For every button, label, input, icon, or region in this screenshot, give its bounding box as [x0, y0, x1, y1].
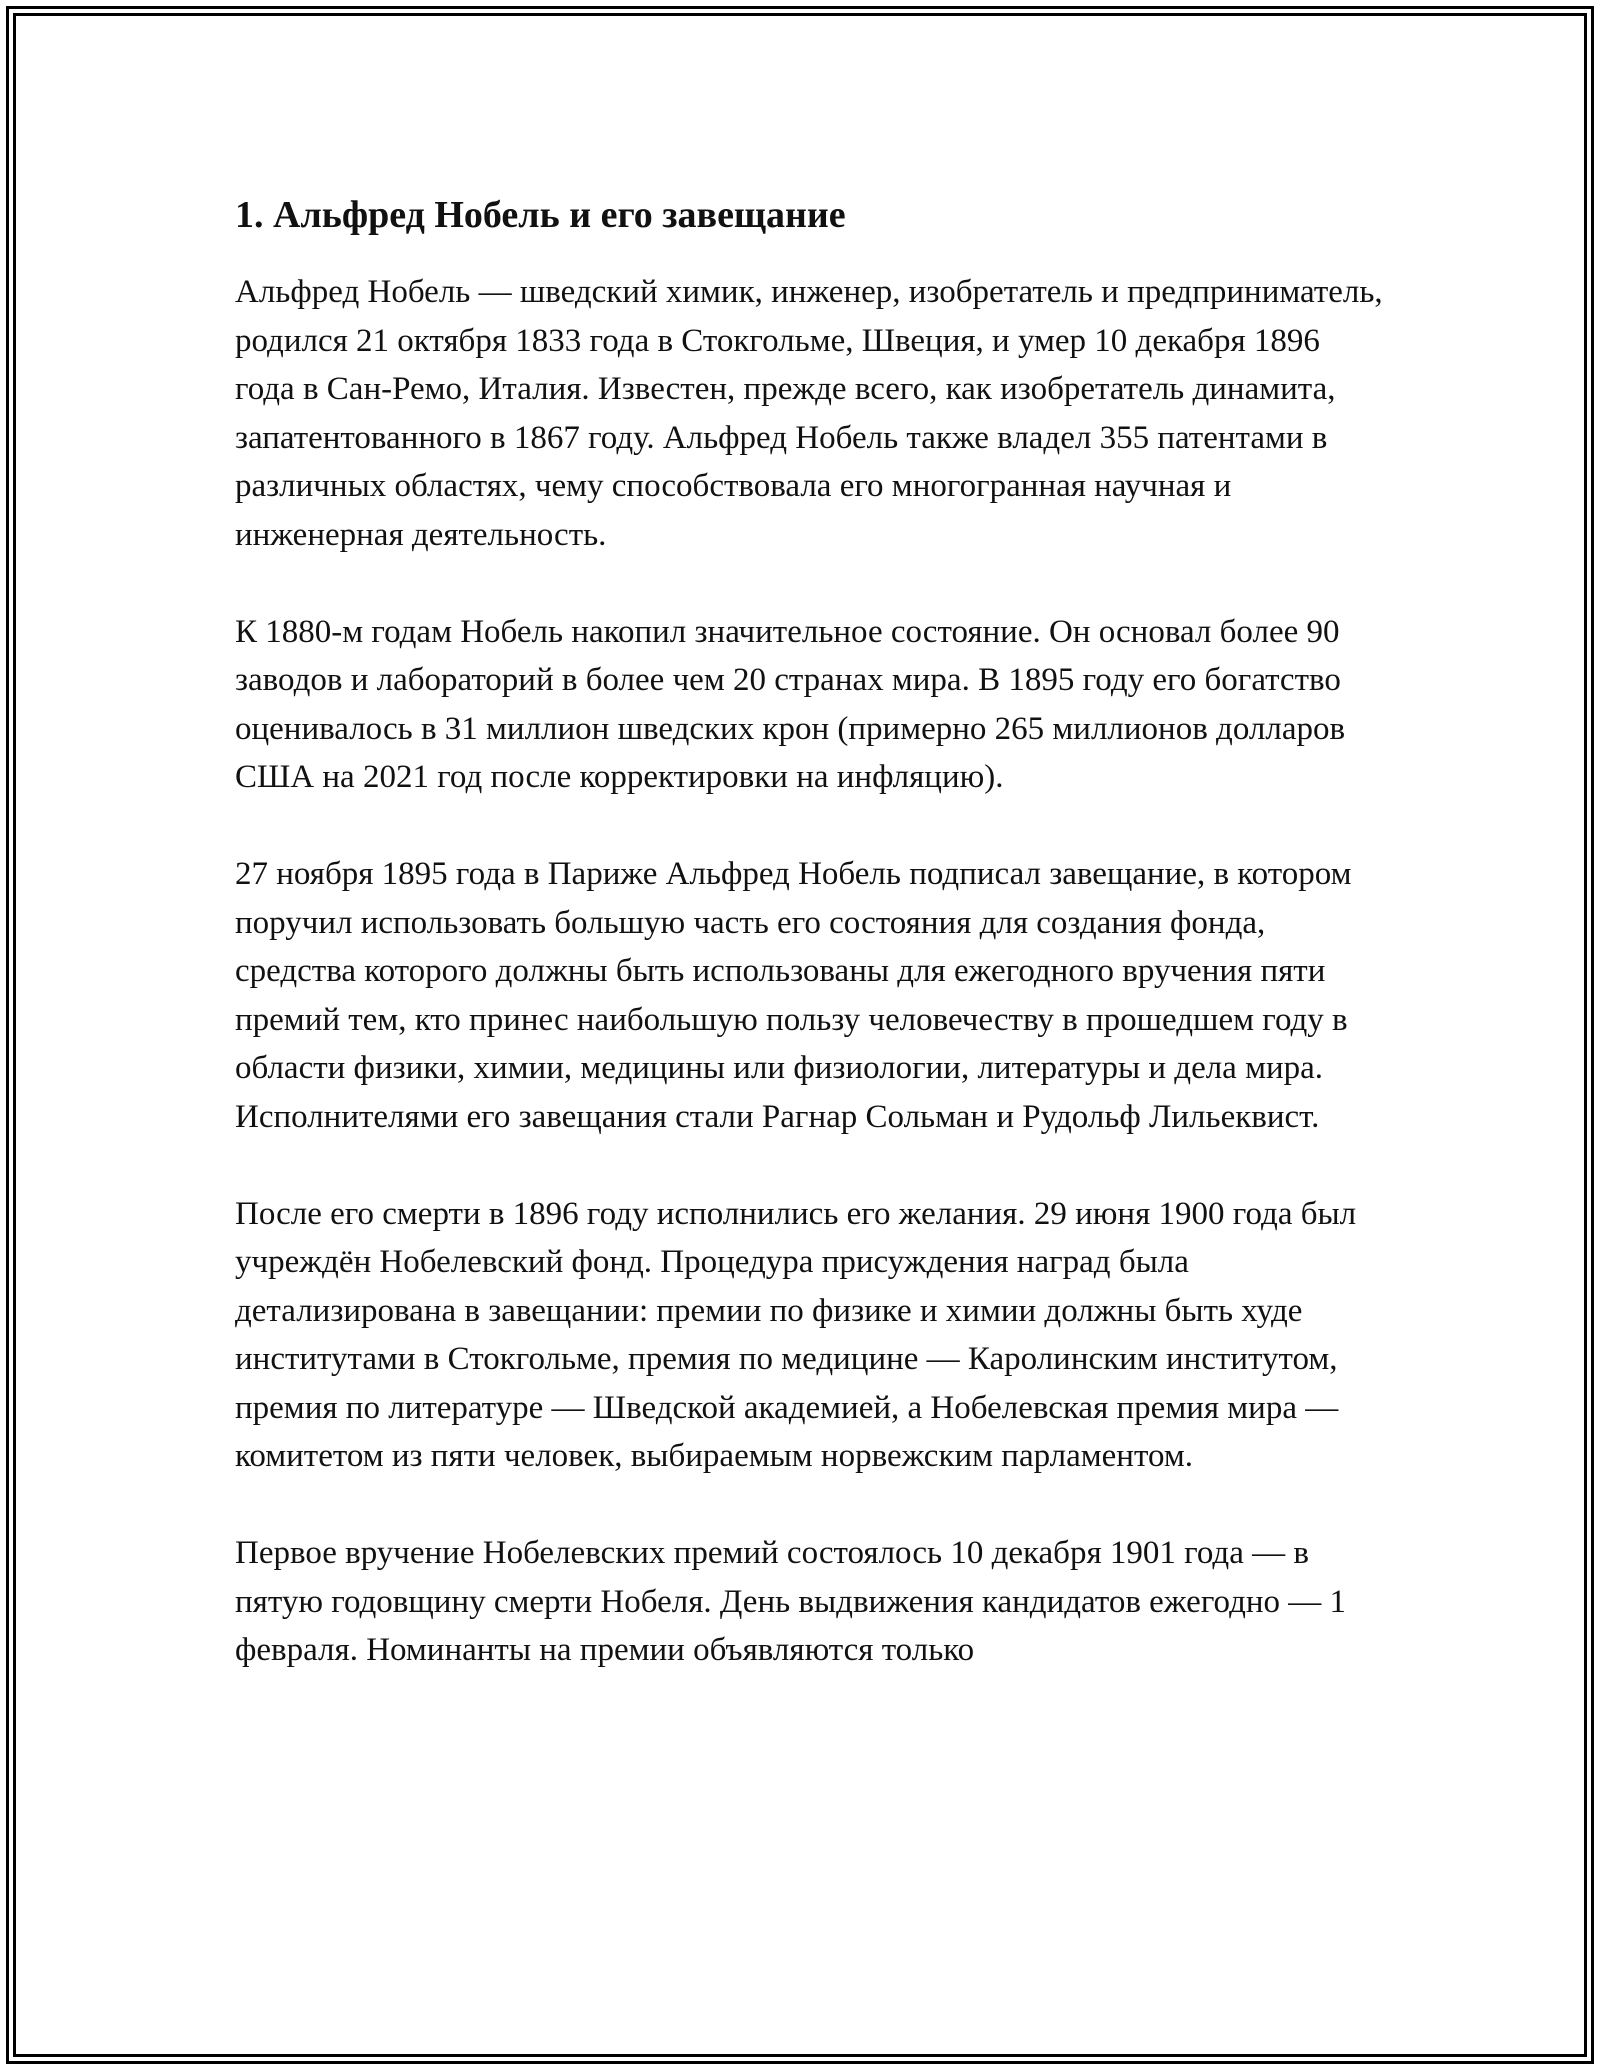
document-body	[235, 188, 1385, 1723]
paragraph-2: К 1880-м годам Нобель накопил значительное состояние. Он основал более 90 заводов и лабораторий в более чем 20 странах мира. В 1895 году его богатство оценивалось в 31 миллион шведских крон (примерно 265 миллионов долларов США на 2021 год после корректировки на инфляцию).	[235, 613, 1346, 796]
section-title: 1. Альфред Нобель и его завещание	[235, 194, 846, 236]
paragraph-5: Первое вручение Нобелевских премий состоялось 10 декабря 1901 года — в пятую годовщину смерти Нобеля. День выдвижения кандидатов ежегодно — 1 февраля. Номинанты на премии объявляются только	[235, 1535, 1347, 1669]
paragraph-1: Альфред Нобель — шведский химик, инженер, изобретатель и предприниматель, родился 21 октября 1833 года в Стокгольме, Швеция, и умер 10 декабря 1896 года в Сан-Ремо, Италия. Известен, прежде всего, как изобретатель динамита, запатентованного в 1867 году. Альфред Нобель также владел 355 патентами в различных областях, чему способствовала его многогранная научная и инженерная деятельность.	[235, 274, 1383, 553]
paragraph-3: 27 ноября 1895 года в Париже Альфред Нобель подписал завещание, в котором поручил использовать большую часть его состояния для создания фонда, средства которого должны быть использованы для ежегодного вручения пяти премий тем, кто принес наибольшую пользу человечеству в прошедшем году в области физики, химии, медицины или физиологии, литературы и дела мира. Исполнителями его завещания стали Рагнар Сольман и Рудольф Лильеквист.	[235, 855, 1352, 1135]
paragraph-4: После его смерти в 1896 году исполнились его желания. 29 июня 1900 года был учреждён Нобелевский фонд. Процедура присуждения наград была детализирована в завещании: премии по физике и химии должны быть худе институтами в Стокгольме, премия по медицине — Каролинским институтом, премия по литературе — Шведской академией, а Нобелевская премия мира — комитетом из пяти человек, выбираемым норвежским парламентом.	[235, 1195, 1357, 1475]
